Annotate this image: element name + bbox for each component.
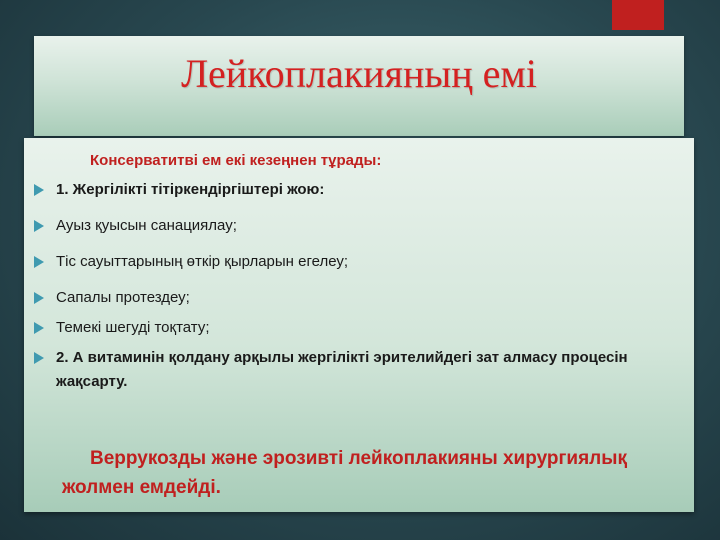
triangle-bullet-icon	[34, 256, 44, 268]
list-item-text: Тіс сауыттарының өткір қырларын егелеу;	[56, 253, 349, 270]
list-item-text: Ауыз қуысын санациялау;	[56, 217, 237, 234]
triangle-bullet-icon	[34, 292, 44, 304]
red-accent-bar	[612, 0, 664, 30]
list-item	[34, 178, 674, 202]
list-item	[34, 286, 674, 310]
list-item-text: 1. Жергілікті тітіркендіргіштері жою:	[56, 181, 325, 198]
triangle-bullet-icon	[34, 322, 44, 334]
list-item-text: 2. А витаминін қолдану арқылы жергілікті эрителийдегі зат алмасу процесін жақсарту.	[56, 349, 628, 390]
list-item	[34, 214, 674, 238]
list-item-text: Сапалы протездеу;	[56, 289, 190, 306]
intro-heading: Консерватитві ем екі кезеңнен тұрады:	[90, 152, 382, 169]
list-item	[34, 346, 674, 394]
list-item	[34, 316, 674, 340]
title-box	[34, 36, 684, 136]
triangle-bullet-icon	[34, 352, 44, 364]
content-box	[24, 138, 694, 512]
list-item	[34, 250, 674, 274]
triangle-bullet-icon	[34, 184, 44, 196]
surgery-note: Веррукозды және эрозивті лейкоплакияны хирургиялық жолмен емдейді.	[62, 448, 627, 498]
triangle-bullet-icon	[34, 220, 44, 232]
list-item-text: Темекі шегуді тоқтату;	[56, 319, 210, 336]
slide-title: Лейкоплакияның емі	[181, 51, 537, 96]
